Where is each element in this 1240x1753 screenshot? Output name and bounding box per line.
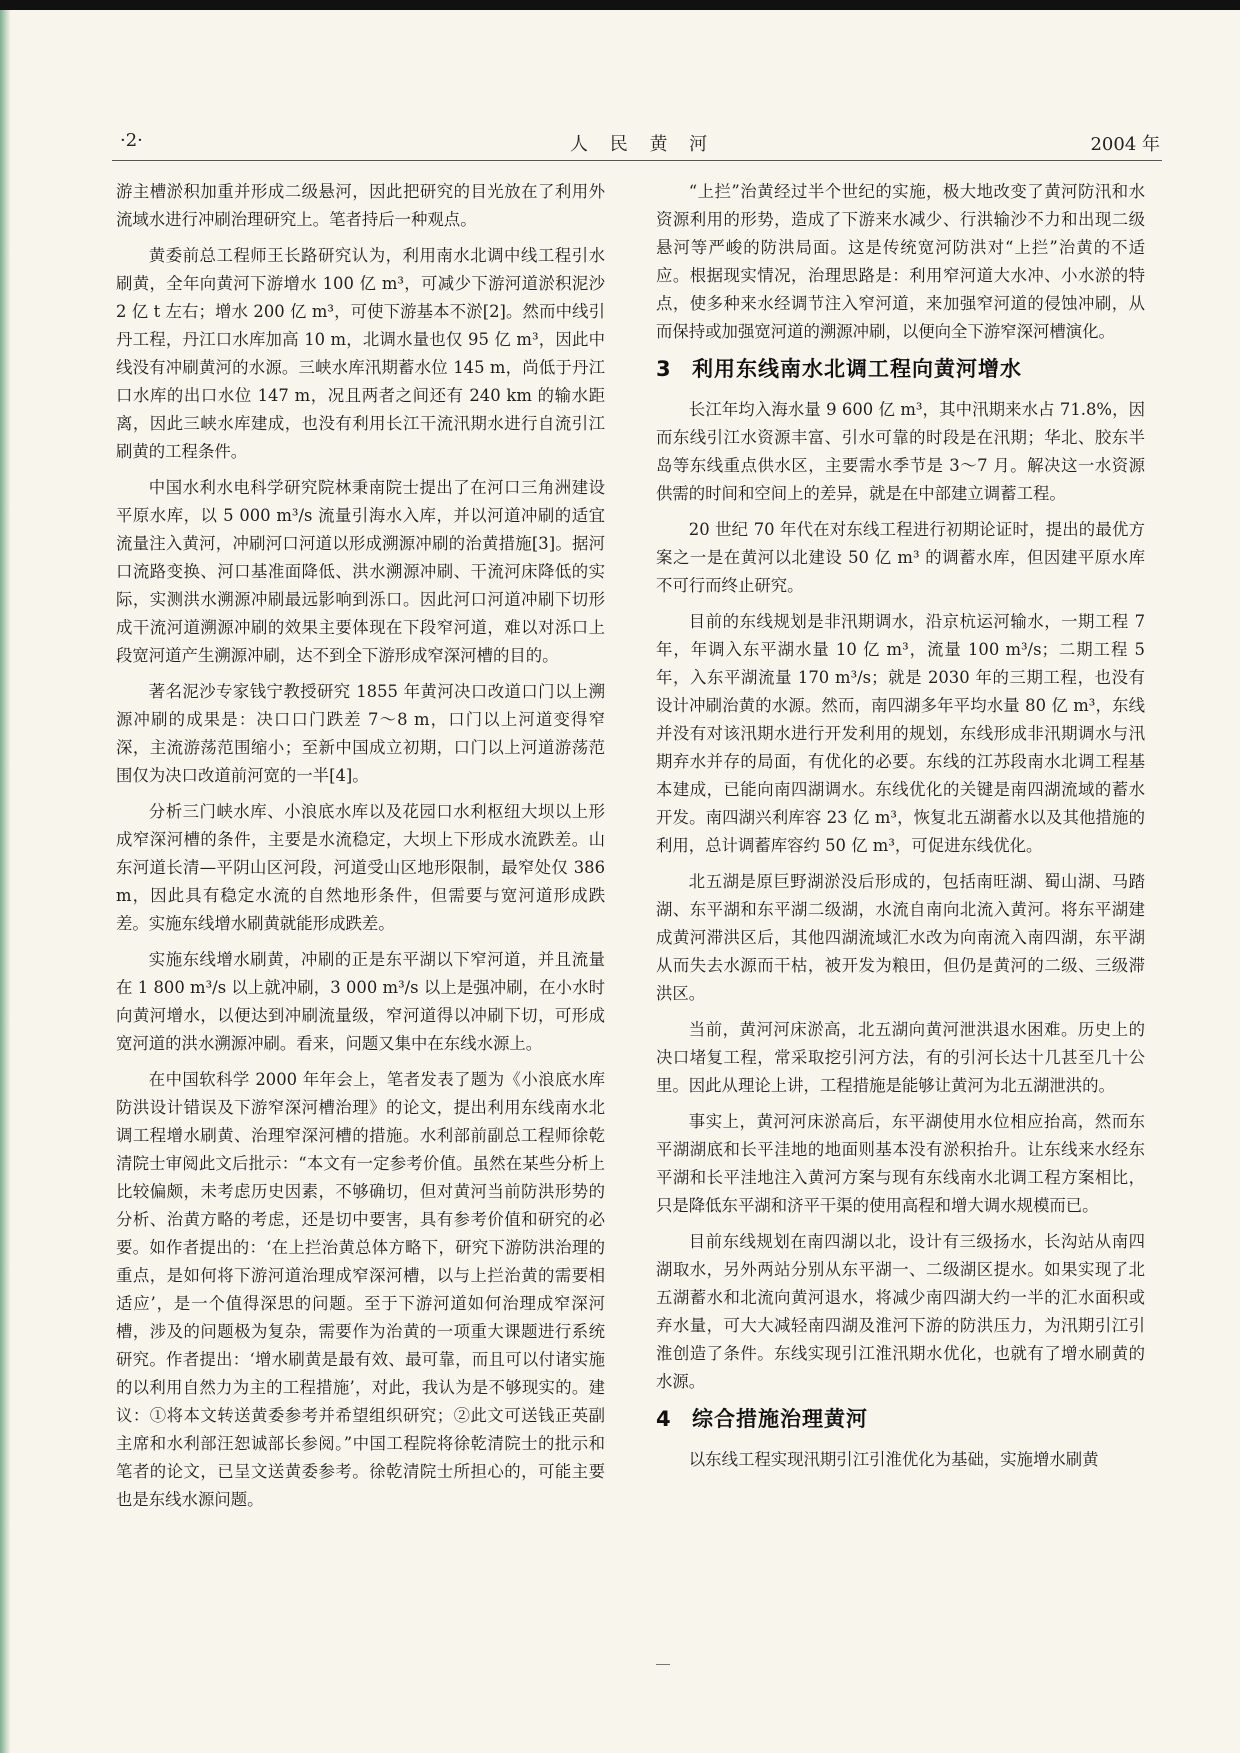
section-title: 利用东线南水北调工程向黄河增水 — [692, 357, 1022, 381]
section-heading-4 — [656, 1404, 1145, 1434]
section-heading-3 — [656, 354, 1145, 384]
left-column — [116, 178, 605, 1514]
paragraph: 长江年均入海水量 9 600 亿 m³，其中汛期来水占 71.8%，因而东线引江水资源丰富、引水可靠的时段是在汛期；华北、胶东半岛等东线重点供水区，主要需水季节是 3～7 月。解决这一水资源供需的时间和空间上的差异，就是在中部建立调蓄工程。 — [656, 400, 1145, 503]
paragraph: 目前的东线规划是非汛期调水，沿京杭运河输水，一期工程 7 年，年调入东平湖水量 10 亿 m³，流量 100 m³/s；二期工程 5 年，入东平湖流量 170 m³/s；就是 2030 年的三期工程，也没有设计冲刷治黄的水源。然而，南四湖多年平均水量 80 亿 m³，东线并没有对该汛期水进行开发利用的规划，东线形成非汛期调水与汛期弃水并存的局面，有优化的必要。东线的江苏段南水北调工程基本建成，已能向南四湖调水。东线优化的关键是南四湖流域的蓄水开发。南四湖兴利库容 23 亿 m³，恢复北五湖蓄水以及其他措施的利用，总计调蓄库容约 50 亿 m³，可促进东线优化。 — [656, 612, 1145, 855]
section-title: 综合措施治理黄河 — [692, 1407, 868, 1431]
scan-top-border — [0, 0, 1240, 10]
paragraph: 分析三门峡水库、小浪底水库以及花园口水利枢纽大坝以上形成窄深河槽的条件，主要是水流稳定，大坝上下形成水流跌差。山东河道长清—平阴山区河段，河道受山区地形限制，最窄处仅 386 m，因此具有稳定水流的自然地形条件，但需要与宽河道形成跌差。实施东线增水刷黄就能形成跌差。 — [116, 802, 605, 933]
paragraph: 目前东线规划在南四湖以北，设计有三级扬水，长沟站从南四湖取水，另外两站分别从东平湖一、二级湖区提水。如果实现了北五湖蓄水和北流向黄河退水，将减少南四湖大约一半的汇水面积或弃水量，可大大减轻南四湖及淮河下游的防洪压力，为汛期引江引淮创造了条件。东线实现引江淮汛期水优化，也就有了增水刷黄的水源。 — [656, 1232, 1145, 1391]
paragraph: “上拦”治黄经过半个世纪的实施，极大地改变了黄河防汛和水资源利用的形势，造成了下游来水减少、行洪输沙不力和出现二级悬河等严峻的防洪局面。这是传统宽河防洪对“上拦”治黄的不适应。根据现实情况，治理思路是：利用窄河道大水冲、小水淤的特点，使多种来水经调节注入窄河道，来加强窄河道的侵蚀冲刷，从而保持或加强宽河道的溯源冲刷，以便向全下游窄深河槽演化。 — [656, 182, 1145, 341]
paragraph: 著名泥沙专家钱宁教授研究 1855 年黄河决口改道口门以上溯源冲刷的成果是：决口口门跌差 7～8 m，口门以上河道变得窄深，主流游荡范围缩小；至新中国成立初期，口门以上河道游荡范围仅为决口改道前河宽的一半[4]。 — [116, 682, 605, 785]
paragraph: 以东线工程实现汛期引江引淮优化为基础，实施增水刷黄 — [688, 1450, 1099, 1469]
right-column — [656, 178, 1145, 1474]
paragraph: 20 世纪 70 年代在对东线工程进行初期论证时，提出的最优方案之一是在黄河以北建设 50 亿 m³ 的调蓄水库，但因建平原水库不可行而终止研究。 — [656, 520, 1145, 595]
paragraph: 中国水利水电科学研究院林秉南院士提出了在河口三角洲建设平原水库，以 5 000 m³/s 流量引海水入库，并以河道冲刷的适宜流量注入黄河，冲刷河口河道以形成溯源冲刷的治黄措施[3]。据河口流路变换、河口基准面降低、洪水溯源冲刷、干流河床降低的实际，实测洪水溯源冲刷最远影响到泺口。因此河口河道冲刷下切形成干流河道溯源冲刷的效果主要体现在下段窄河道，难以对泺口上段宽河道产生溯源冲刷，达不到全下游形成窄深河槽的目的。 — [116, 478, 605, 665]
publication-year: 2004 年 — [1090, 134, 1160, 155]
paragraph: 当前，黄河河床淤高，北五湖向黄河泄洪退水困难。历史上的决口堵复工程，常采取挖引河方法，有的引河长达十几甚至几十公里。因此从理论上讲，工程措施是能够让黄河为北五湖泄洪的。 — [656, 1020, 1145, 1095]
journal-title: 人 民 黄 河 — [570, 134, 716, 155]
paragraph: 游主槽淤积加重并形成二级悬河，因此把研究的目光放在了利用外流域水进行冲刷治理研究上。笔者持后一种观点。 — [116, 182, 605, 229]
page-number: ·2· — [120, 130, 143, 151]
paragraph: 北五湖是原巨野湖淤没后形成的，包括南旺湖、蜀山湖、马踏湖、东平湖和东平湖二级湖，水流自南向北流入黄河。将东平湖建成黄河滞洪区后，其他四湖流域汇水改为向南流入南四湖，东平湖从而失去水源而干枯，被开发为粮田，但仍是黄河的二级、三级滞洪区。 — [656, 872, 1145, 1003]
paragraph: 实施东线增水刷黄，冲刷的正是东平湖以下窄河道，并且流量在 1 800 m³/s 以上就冲刷，3 000 m³/s 以上是强冲刷，在小水时向黄河增水，以便达到冲刷流量级，窄河道得以冲刷下切，可形成宽河道的洪水溯源冲刷。看来，问题又集中在东线水源上。 — [116, 950, 605, 1053]
running-header — [120, 130, 1160, 156]
section-number: 4 — [656, 1407, 672, 1431]
paragraph: 事实上，黄河河床淤高后，东平湖使用水位相应抬高，然而东平湖湖底和长平洼地的地面则基本没有淤积抬升。让东线来水经东平湖和长平洼地注入黄河方案与现有东线南水北调工程方案相比，只是降低东平湖和济平干渠的使用高程和增大调水规模而已。 — [656, 1112, 1145, 1215]
section-number: 3 — [656, 357, 672, 381]
header-rule — [112, 160, 1162, 161]
paragraph: 在中国软科学 2000 年年会上，笔者发表了题为《小浪底水库防洪设计错误及下游窄深河槽治理》的论文，提出利用东线南水北调工程增水刷黄、治理窄深河槽的措施。水利部前副总工程师徐乾清院士审阅此文后批示：“本文有一定参考价值。虽然在某些分析上比较偏颇，未考虑历史因素，不够确切，但对黄河当前防洪形势的分析、治黄方略的考虑，还是切中要害，具有参考价值和研究的必要。如作者提出的：‘在上拦治黄总体方略下，研究下游防洪治理的重点，是如何将下游河道治理成窄深河槽，以与上拦治黄的需要相适应’，是一个值得深思的问题。至于下游河道如何治理成窄深河槽，涉及的问题极为复杂，需要作为治黄的一项重大课题进行系统研究。作者提出：‘增水刷黄是最有效、最可靠，而且可以付诸实施的以利用自然力为主的工程措施’，对此，我认为是不够现实的。建议：①将本文转送黄委参考并希望组织研究；②此文可送钱正英副主席和水利部汪恕诚部长参阅。”中国工程院将徐乾清院士的批示和笔者的论文，已呈文送黄委参考。徐乾清院士所担心的，可能主要也是东线水源问题。 — [116, 1070, 605, 1509]
scan-left-edge — [0, 10, 10, 1753]
footer-dash — [656, 1664, 670, 1665]
paragraph: 黄委前总工程师王长路研究认为，利用南水北调中线工程引水刷黄，全年向黄河下游增水 100 亿 m³，可减少下游河道淤积泥沙 2 亿 t 左右；增水 200 亿 m³，可使下游基本不淤[2]。然而中线引丹工程，丹江口水库加高 10 m，北调水量也仅 95 亿 m³，因此中线没有冲刷黄河的水源。三峡水库汛期蓄水位 145 m，尚低于丹江口水库的出口水位 147 m，况且两者之间还有 240 km 的输水距离，因此三峡水库建成，也没有利用长江干流汛期水进行自流引江刷黄的工程条件。 — [116, 246, 605, 461]
